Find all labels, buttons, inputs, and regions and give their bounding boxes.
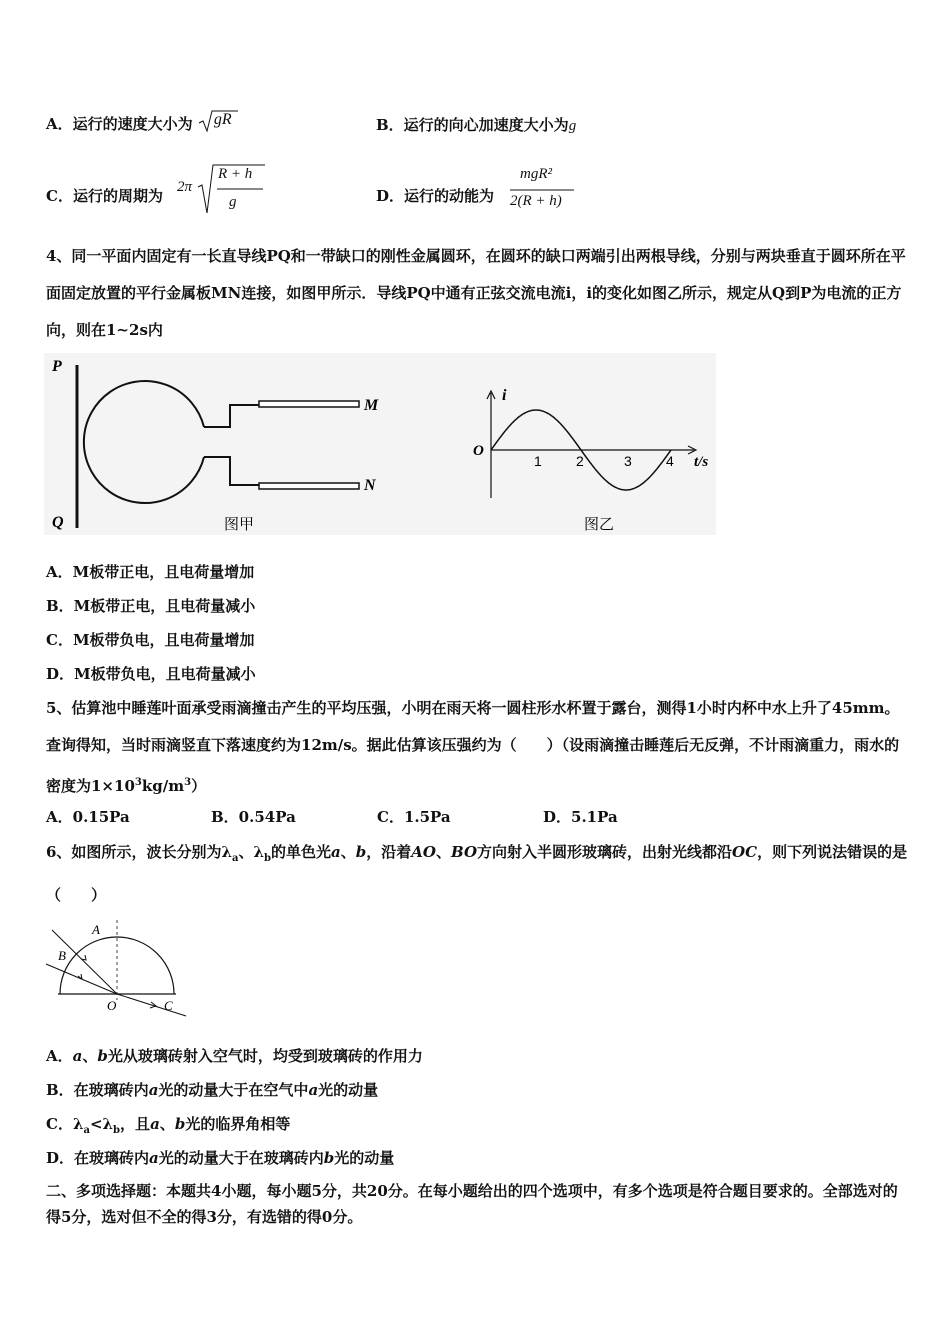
- q6-option-c: C．$\lambda_a<\lambda_b$，且a、b光的临界角相等: [46, 1115, 291, 1136]
- q5-option-d: D．5.1Pa: [543, 808, 618, 826]
- q4-figure: [44, 353, 716, 535]
- q5-option-c: C．1.5Pa: [377, 808, 451, 826]
- label-i: i: [502, 387, 507, 404]
- q3-kinetic-formula: mgR² 2(R + h): [510, 166, 562, 209]
- q5-stem: 5、估算池中睡莲叶面承受雨滴撞击产生的平均压强，小明在雨天将一圆柱形水杯置于露台，测得1小时内杯中水上升了45mm。查询得知，当时雨滴竖直下落速度约为12m/s。据此估算该压强约为（ ）（设雨滴撞击睡莲后无反弹，不计雨滴重力，雨水的密度为$1\times 10^3kg/m^3$）: [46, 699, 900, 795]
- label-p: P: [52, 358, 62, 375]
- q6-option-b: B．在玻璃砖内a光的动量大于在空气中a光的动量: [46, 1081, 379, 1099]
- q6-option-d: D．在玻璃砖内a光的动量大于在玻璃砖内b光的动量: [46, 1149, 395, 1167]
- section2-heading: 二、多项选择题：本题共4小题，每小题5分，共20分。在每小题给出的四个选项中，有多个选项是符合题目要求的。全部选对的得5分，选对但不全的得3分，有选错的得0分。: [46, 1182, 898, 1226]
- q6-stem: 6、如图所示，波长分别为$\lambda_a$、$\lambda_b$的单色光a、b，沿着AO、BO方向射入半圆形玻璃砖，出射光线都沿OC，则下列说法错误的是（ ）: [46, 843, 908, 904]
- caption-jia: 图甲: [224, 515, 255, 533]
- label-m: M: [364, 397, 379, 414]
- q3-period-formula: 2π R + h g: [177, 163, 267, 218]
- label-a: A: [92, 922, 100, 937]
- caption-yi: 图乙: [584, 515, 615, 533]
- q3-option-c: C．运行的周期为: [46, 187, 163, 205]
- tick-3: 3: [624, 453, 632, 469]
- q5-option-a: A．0.15Pa: [46, 808, 130, 826]
- label-n: N: [364, 477, 376, 494]
- q6-option-a: A．a、b光从玻璃砖射入空气时，均受到玻璃砖的作用力: [46, 1047, 423, 1065]
- q6-figure: [44, 918, 194, 1020]
- q3-option-b: B．运行的向心加速度大小为g: [376, 116, 577, 134]
- label-t: t/s: [694, 454, 709, 470]
- label-q: Q: [52, 514, 64, 531]
- plate-n: [259, 483, 359, 489]
- q4-option-a: A．M板带正电，且电荷量增加: [46, 563, 255, 581]
- q4-option-c: C．M板带负电，且电荷量增加: [46, 631, 255, 649]
- q4-stem: 4、同一平面内固定有一长直导线PQ和一带缺口的刚性金属圆环，在圆环的缺口两端引出两根导线，分别与两块垂直于圆环所在平面固定放置的平行金属板MN连接，如图甲所示．导线PQ中通有正弦交流电流i，i的变化如图乙所示，规定从Q到P为电流的正方向，则在1~2s内: [46, 247, 906, 339]
- label-o: O: [107, 998, 117, 1013]
- q5-option-b: B．0.54Pa: [211, 808, 296, 826]
- ray-oc: [117, 994, 186, 1016]
- tick-4: 4: [666, 453, 674, 469]
- label-c: C: [164, 998, 173, 1013]
- q3-option-d: D．运行的动能为: [376, 187, 495, 205]
- label-b: B: [58, 948, 66, 963]
- q4-option-d: D．M板带负电，且电荷量减小: [46, 665, 256, 683]
- q3-option-a: A．运行的速度大小为 gR: [46, 113, 256, 137]
- sqrt-gR: gR: [198, 109, 256, 133]
- tick-1: 1: [534, 453, 542, 469]
- tick-2: 2: [576, 453, 584, 469]
- q4-option-b: B．M板带正电，且电荷量减小: [46, 597, 256, 615]
- plate-m: [259, 401, 359, 407]
- label-origin: O: [473, 443, 484, 459]
